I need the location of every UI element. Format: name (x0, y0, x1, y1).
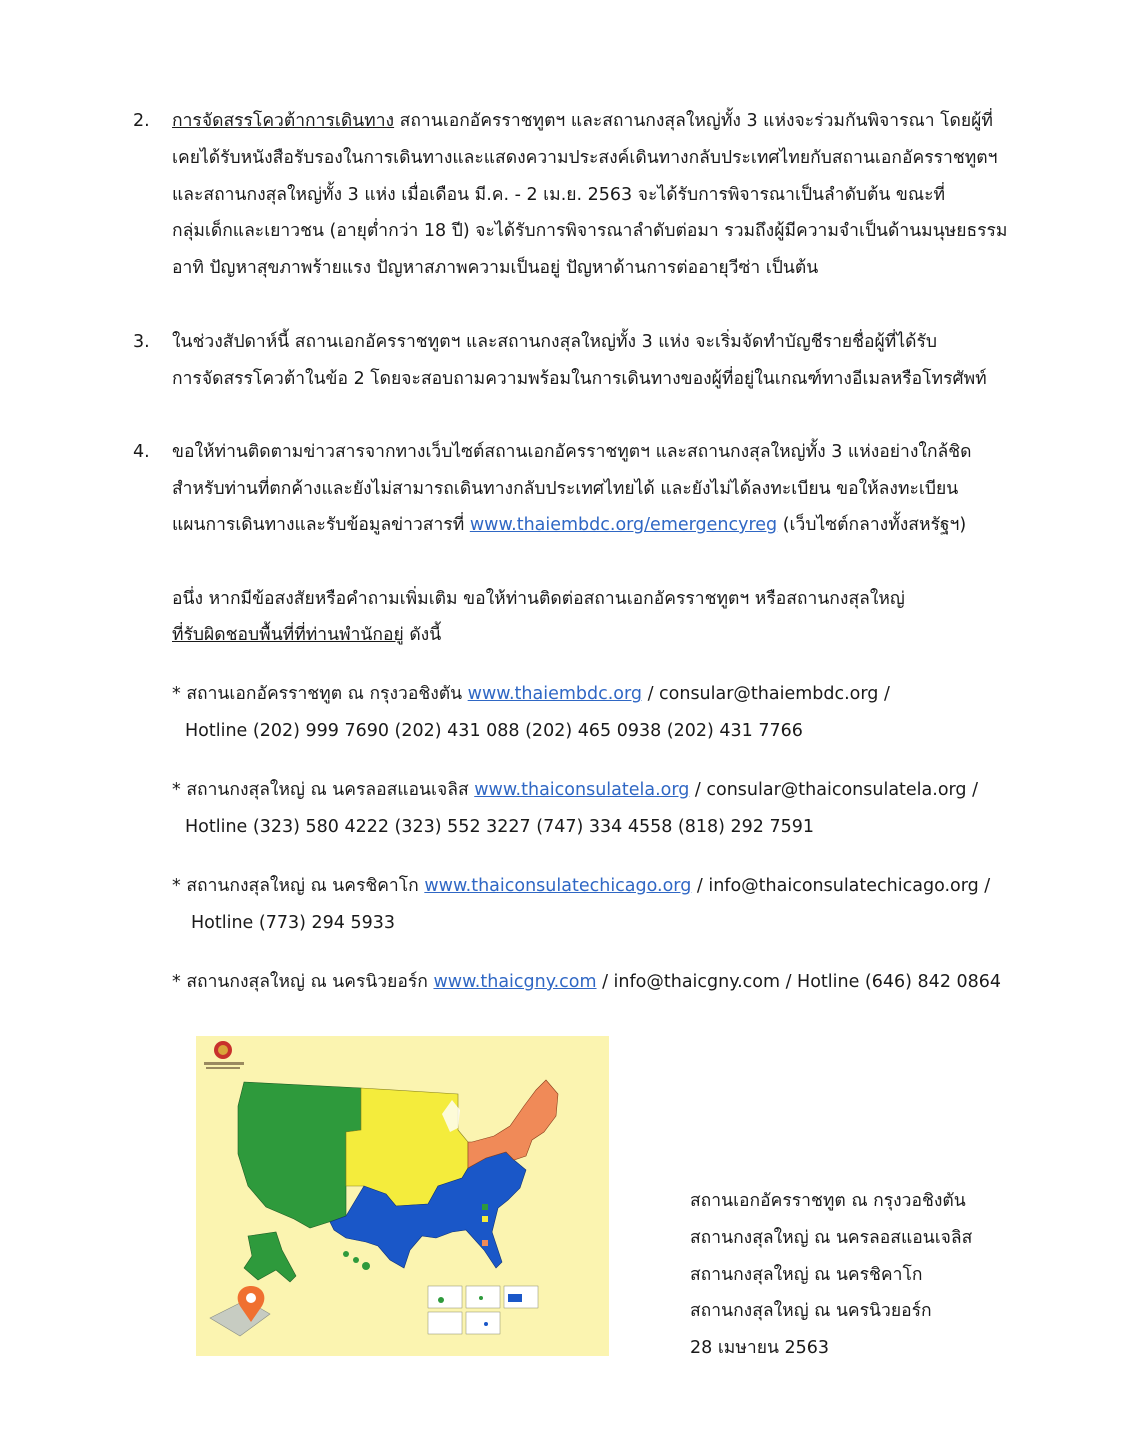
signature-line: สถานเอกอัครราชทูต ณ กรุงวอชิงตัน (690, 1191, 966, 1211)
website-link[interactable]: www.thaiconsulatela.org (474, 780, 690, 800)
contact-hotline: Hotline (202) 999 7690 (202) 431 088 (202) 465 0938 (202) 431 7766 (185, 721, 803, 741)
item-4-line-3 (172, 513, 966, 537)
item-number: 2. (133, 111, 150, 131)
item-4-line-1: ขอให้ท่านติดตามข่าวสารจากทางเว็บไซต์สถานเอกอัครราชทูตฯ และสถานกงสุลใหญ่ทั้ง 3 แห่งอย่างใกล้ชิด (172, 442, 972, 462)
contact-email: / consular@thaiembdc.org / (642, 684, 890, 704)
item-2-line-5: อาทิ ปัญหาสุขภาพร้ายแรง ปัญหาสภาพความเป็นอยู่ ปัญหาด้านการต่ออายุวีซ่า เป็นต้น (172, 258, 819, 278)
contact-email: / consular@thaiconsulatela.org / (689, 780, 978, 800)
item-2-text: สถานเอกอัครราชทูตฯ และสถานกงสุลใหญ่ทั้ง 3 แห่งจะร่วมกันพิจารณา โดยผู้ที่ (394, 111, 993, 131)
website-link[interactable]: www.thaiconsulatechicago.org (424, 876, 692, 896)
note-underlined-text: ที่รับผิดชอบพื้นที่ที่ท่านพำนักอยู่ (172, 625, 404, 645)
contact-embassy-dc (172, 682, 890, 706)
item-2-line-2: เคยได้รับหนังสือรับรองในการเดินทางและแสดงความประสงค์เดินทางกลับประเทศไทยกับสถานเอกอัครราชทูตฯ (172, 148, 998, 168)
website-link[interactable]: www.thaicgny.com (433, 972, 597, 992)
signature-line: สถานกงสุลใหญ่ ณ นครลอสแอนเจลิส (690, 1228, 973, 1248)
contact-name: * สถานกงสุลใหญ่ ณ นครนิวยอร์ก (172, 972, 434, 992)
contact-name: * สถานเอกอัครราชทูต ณ กรุงวอชิงตัน (172, 684, 468, 704)
signature-date: 28 เมษายน 2563 (690, 1338, 830, 1358)
contact-email: / info@thaicgny.com / Hotline (646) 842 0864 (596, 972, 1002, 992)
item-2-heading: การจัดสรรโควต้าการเดินทาง (172, 111, 395, 131)
note-line-1: อนึ่ง หากมีข้อสงสัยหรือคำถามเพิ่มเติม ขอให้ท่านติดต่อสถานเอกอัครราชทูตฯ หรือสถานกงสุลใหญ่ (172, 589, 905, 609)
contact-hotline: Hotline (773) 294 5933 (191, 913, 395, 933)
item-4-line-2: สำหรับท่านที่ตกค้างและยังไม่สามารถเดินทางกลับประเทศไทยได้ และยังไม่ได้ลงทะเบียน ขอให้ลงทะเบียน (172, 479, 959, 499)
item-number: 4. (133, 442, 150, 462)
contact-consulate-ny (172, 970, 1001, 994)
signature-line: สถานกงสุลใหญ่ ณ นครชิคาโก (690, 1265, 923, 1285)
note-suffix: ดังนี้ (403, 625, 442, 645)
item-number: 3. (133, 332, 150, 352)
item-4-line-3-suffix: (เว็บไซต์กลางทั้งสหรัฐฯ) (777, 515, 967, 535)
contact-hotline: Hotline (323) 580 4222 (323) 552 3227 (747) 334 4558 (818) 292 7591 (185, 817, 815, 837)
item-2-line-3: และสถานกงสุลใหญ่ทั้ง 3 แห่ง เมื่อเดือน มี.ค. - 2 เม.ย. 2563 จะได้รับการพิจารณาเป็นลำดับต้น ขณะที่ (172, 185, 946, 205)
contact-name: * สถานกงสุลใหญ่ ณ นครลอสแอนเจลิส (172, 780, 475, 800)
contact-consulate-chicago (172, 874, 990, 898)
jurisdiction-map (196, 1036, 609, 1356)
signature-line: สถานกงสุลใหญ่ ณ นครนิวยอร์ก (690, 1301, 932, 1321)
contact-consulate-la (172, 778, 978, 802)
item-4-line-3-prefix: แผนการเดินทางและรับข้อมูลข่าวสารที่ (172, 515, 470, 535)
item-2-line-1 (172, 109, 993, 133)
website-link[interactable]: www.thaiembdc.org (467, 684, 642, 704)
item-3-line-1: ในช่วงสัปดาห์นี้ สถานเอกอัครราชทูตฯ และสถานกงสุลใหญ่ทั้ง 3 แห่ง จะเริ่มจัดทำบัญชีรายชื่อผู้ที่ได้รับ (172, 332, 938, 352)
item-2-line-4: กลุ่มเด็กและเยาวชน (อายุต่ำกว่า 18 ปี) จะได้รับการพิจารณาลำดับต่อมา รวมถึงผู้มีความจำเป็นด้านมนุษยธรรม (172, 221, 1008, 241)
contact-email: / info@thaiconsulatechicago.org / (691, 876, 991, 896)
note-line-2 (172, 623, 441, 647)
emergency-registration-link[interactable]: www.thaiembdc.org/emergencyreg (469, 515, 778, 535)
contact-name: * สถานกงสุลใหญ่ ณ นครชิคาโก (172, 876, 425, 896)
item-3-line-2: การจัดสรรโควต้าในข้อ 2 โดยจะสอบถามความพร้อมในการเดินทางของผู้ที่อยู่ในเกณฑ์ทางอีเมลหรือโทรศัพท์ (172, 369, 987, 389)
